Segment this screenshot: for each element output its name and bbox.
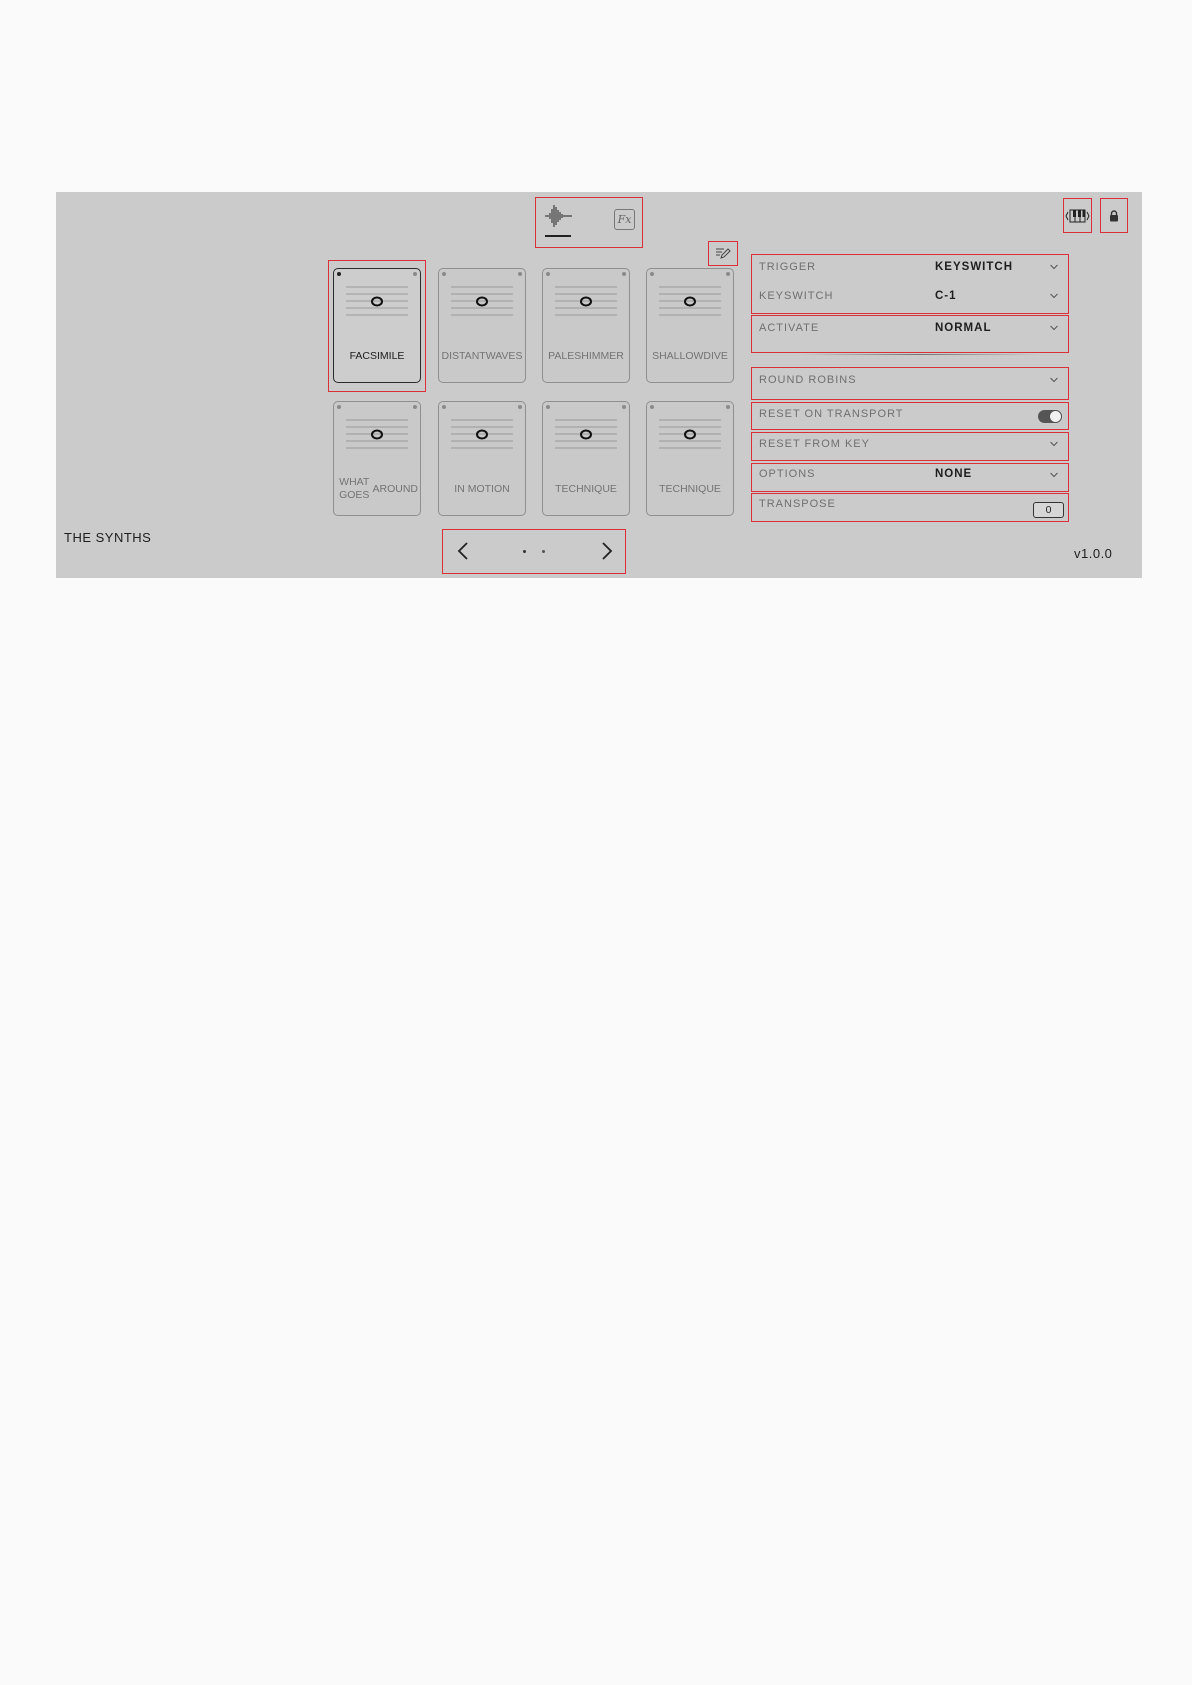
- page-indicator-dot[interactable]: [542, 550, 545, 553]
- reset-from-key-label: RESET FROM KEY: [759, 438, 870, 450]
- edit-icon: [715, 247, 731, 260]
- indicator-dot: [518, 272, 522, 276]
- indicator-dot: [442, 272, 446, 276]
- indicator-dot: [413, 405, 417, 409]
- preset-label: DISTANT WAVES: [441, 349, 523, 362]
- whole-note-icon: [659, 286, 721, 320]
- keyswitch-value[interactable]: C-1: [935, 290, 957, 302]
- options-row[interactable]: [752, 464, 1068, 491]
- trigger-label: TRIGGER: [759, 261, 817, 273]
- chevron-down-icon[interactable]: [1050, 441, 1058, 447]
- preset-label: FACSIMILE: [349, 349, 405, 362]
- reset-on-transport-row[interactable]: [752, 403, 1068, 429]
- indicator-dot: [650, 405, 654, 409]
- keyboard-icon: [1065, 209, 1090, 223]
- indicator-dot: [726, 405, 730, 409]
- reset-from-key-row[interactable]: [752, 433, 1068, 460]
- preset-slot-selected: [329, 261, 425, 391]
- preset-label: SHALLOW DIVE: [652, 349, 728, 362]
- indicator-dot: [650, 272, 654, 276]
- indicator-dot: [518, 405, 522, 409]
- preset-card[interactable]: [646, 401, 734, 516]
- trigger-value[interactable]: KEYSWITCH: [935, 261, 1013, 273]
- preset-card[interactable]: [438, 268, 526, 383]
- chevron-down-icon[interactable]: [1050, 377, 1058, 383]
- trigger-group: [752, 255, 1068, 313]
- indicator-dot: [546, 272, 550, 276]
- indicator-dot: [622, 272, 626, 276]
- version-label: v1.0.0: [1074, 546, 1113, 561]
- indicator-dot: [442, 405, 446, 409]
- activate-group: [752, 316, 1068, 352]
- chevron-right-icon[interactable]: [595, 540, 617, 562]
- pagination: [443, 530, 625, 573]
- options-label: OPTIONS: [759, 468, 816, 480]
- whole-note-icon: [555, 419, 617, 453]
- preset-card[interactable]: [542, 268, 630, 383]
- indicator-dot: [726, 272, 730, 276]
- reset-on-transport-label: RESET ON TRANSPORT: [759, 408, 904, 420]
- indicator-dot: [337, 405, 341, 409]
- activate-label: ACTIVATE: [759, 322, 820, 334]
- tab-fx[interactable]: [614, 209, 635, 230]
- preset-card[interactable]: [542, 401, 630, 516]
- reset-on-transport-toggle[interactable]: [1038, 410, 1062, 423]
- toggle-knob: [1049, 410, 1062, 423]
- preset-card[interactable]: [333, 401, 421, 516]
- chevron-down-icon[interactable]: [1050, 472, 1058, 478]
- chevron-down-icon[interactable]: [1050, 325, 1058, 331]
- whole-note-icon: [346, 286, 408, 320]
- whole-note-icon: [555, 286, 617, 320]
- divider: [800, 354, 1040, 355]
- preset-label: WHAT GOES AROUND: [339, 476, 418, 501]
- indicator-dot: [546, 405, 550, 409]
- fx-icon: Fx: [617, 213, 632, 226]
- preset-card[interactable]: [333, 268, 421, 383]
- keyswitch-row[interactable]: [752, 284, 1068, 313]
- chevron-down-icon[interactable]: [1050, 264, 1058, 270]
- brand-name: THE SYNTHS: [64, 530, 152, 545]
- options-value[interactable]: NONE: [935, 468, 973, 480]
- preset-label: PALE SHIMMER: [548, 349, 624, 362]
- round-robins-label: ROUND ROBINS: [759, 374, 857, 386]
- whole-note-icon: [451, 419, 513, 453]
- activate-value[interactable]: NORMAL: [935, 322, 992, 334]
- chevron-left-icon[interactable]: [453, 540, 475, 562]
- transpose-label: TRANSPOSE: [759, 498, 836, 510]
- preset-card[interactable]: [438, 401, 526, 516]
- preset-card[interactable]: [646, 268, 734, 383]
- transpose-row: [752, 494, 1068, 521]
- keyboard-button[interactable]: [1064, 199, 1091, 232]
- active-tab-indicator: [545, 235, 571, 237]
- lock-button[interactable]: [1101, 199, 1127, 232]
- waveform-icon: [544, 204, 574, 228]
- keyswitch-label: KEYSWITCH: [759, 290, 834, 302]
- whole-note-icon: [346, 419, 408, 453]
- preset-label: IN MOTION: [454, 482, 510, 495]
- trigger-row[interactable]: [752, 255, 1068, 284]
- view-tabs: [536, 198, 642, 247]
- round-robins-row[interactable]: [752, 368, 1068, 399]
- preset-label: TECHNIQUE: [659, 482, 721, 495]
- chevron-down-icon[interactable]: [1050, 293, 1058, 299]
- indicator-dot: [413, 272, 417, 276]
- indicator-dot: [337, 272, 341, 276]
- transpose-input[interactable]: 0: [1033, 502, 1064, 518]
- lock-icon: [1109, 210, 1119, 222]
- whole-note-icon: [659, 419, 721, 453]
- tab-waveform[interactable]: [544, 204, 574, 244]
- activate-row[interactable]: [752, 316, 1068, 345]
- preset-label: TECHNIQUE: [555, 482, 617, 495]
- page-indicator-dot[interactable]: [523, 550, 526, 553]
- whole-note-icon: [451, 286, 513, 320]
- indicator-dot: [622, 405, 626, 409]
